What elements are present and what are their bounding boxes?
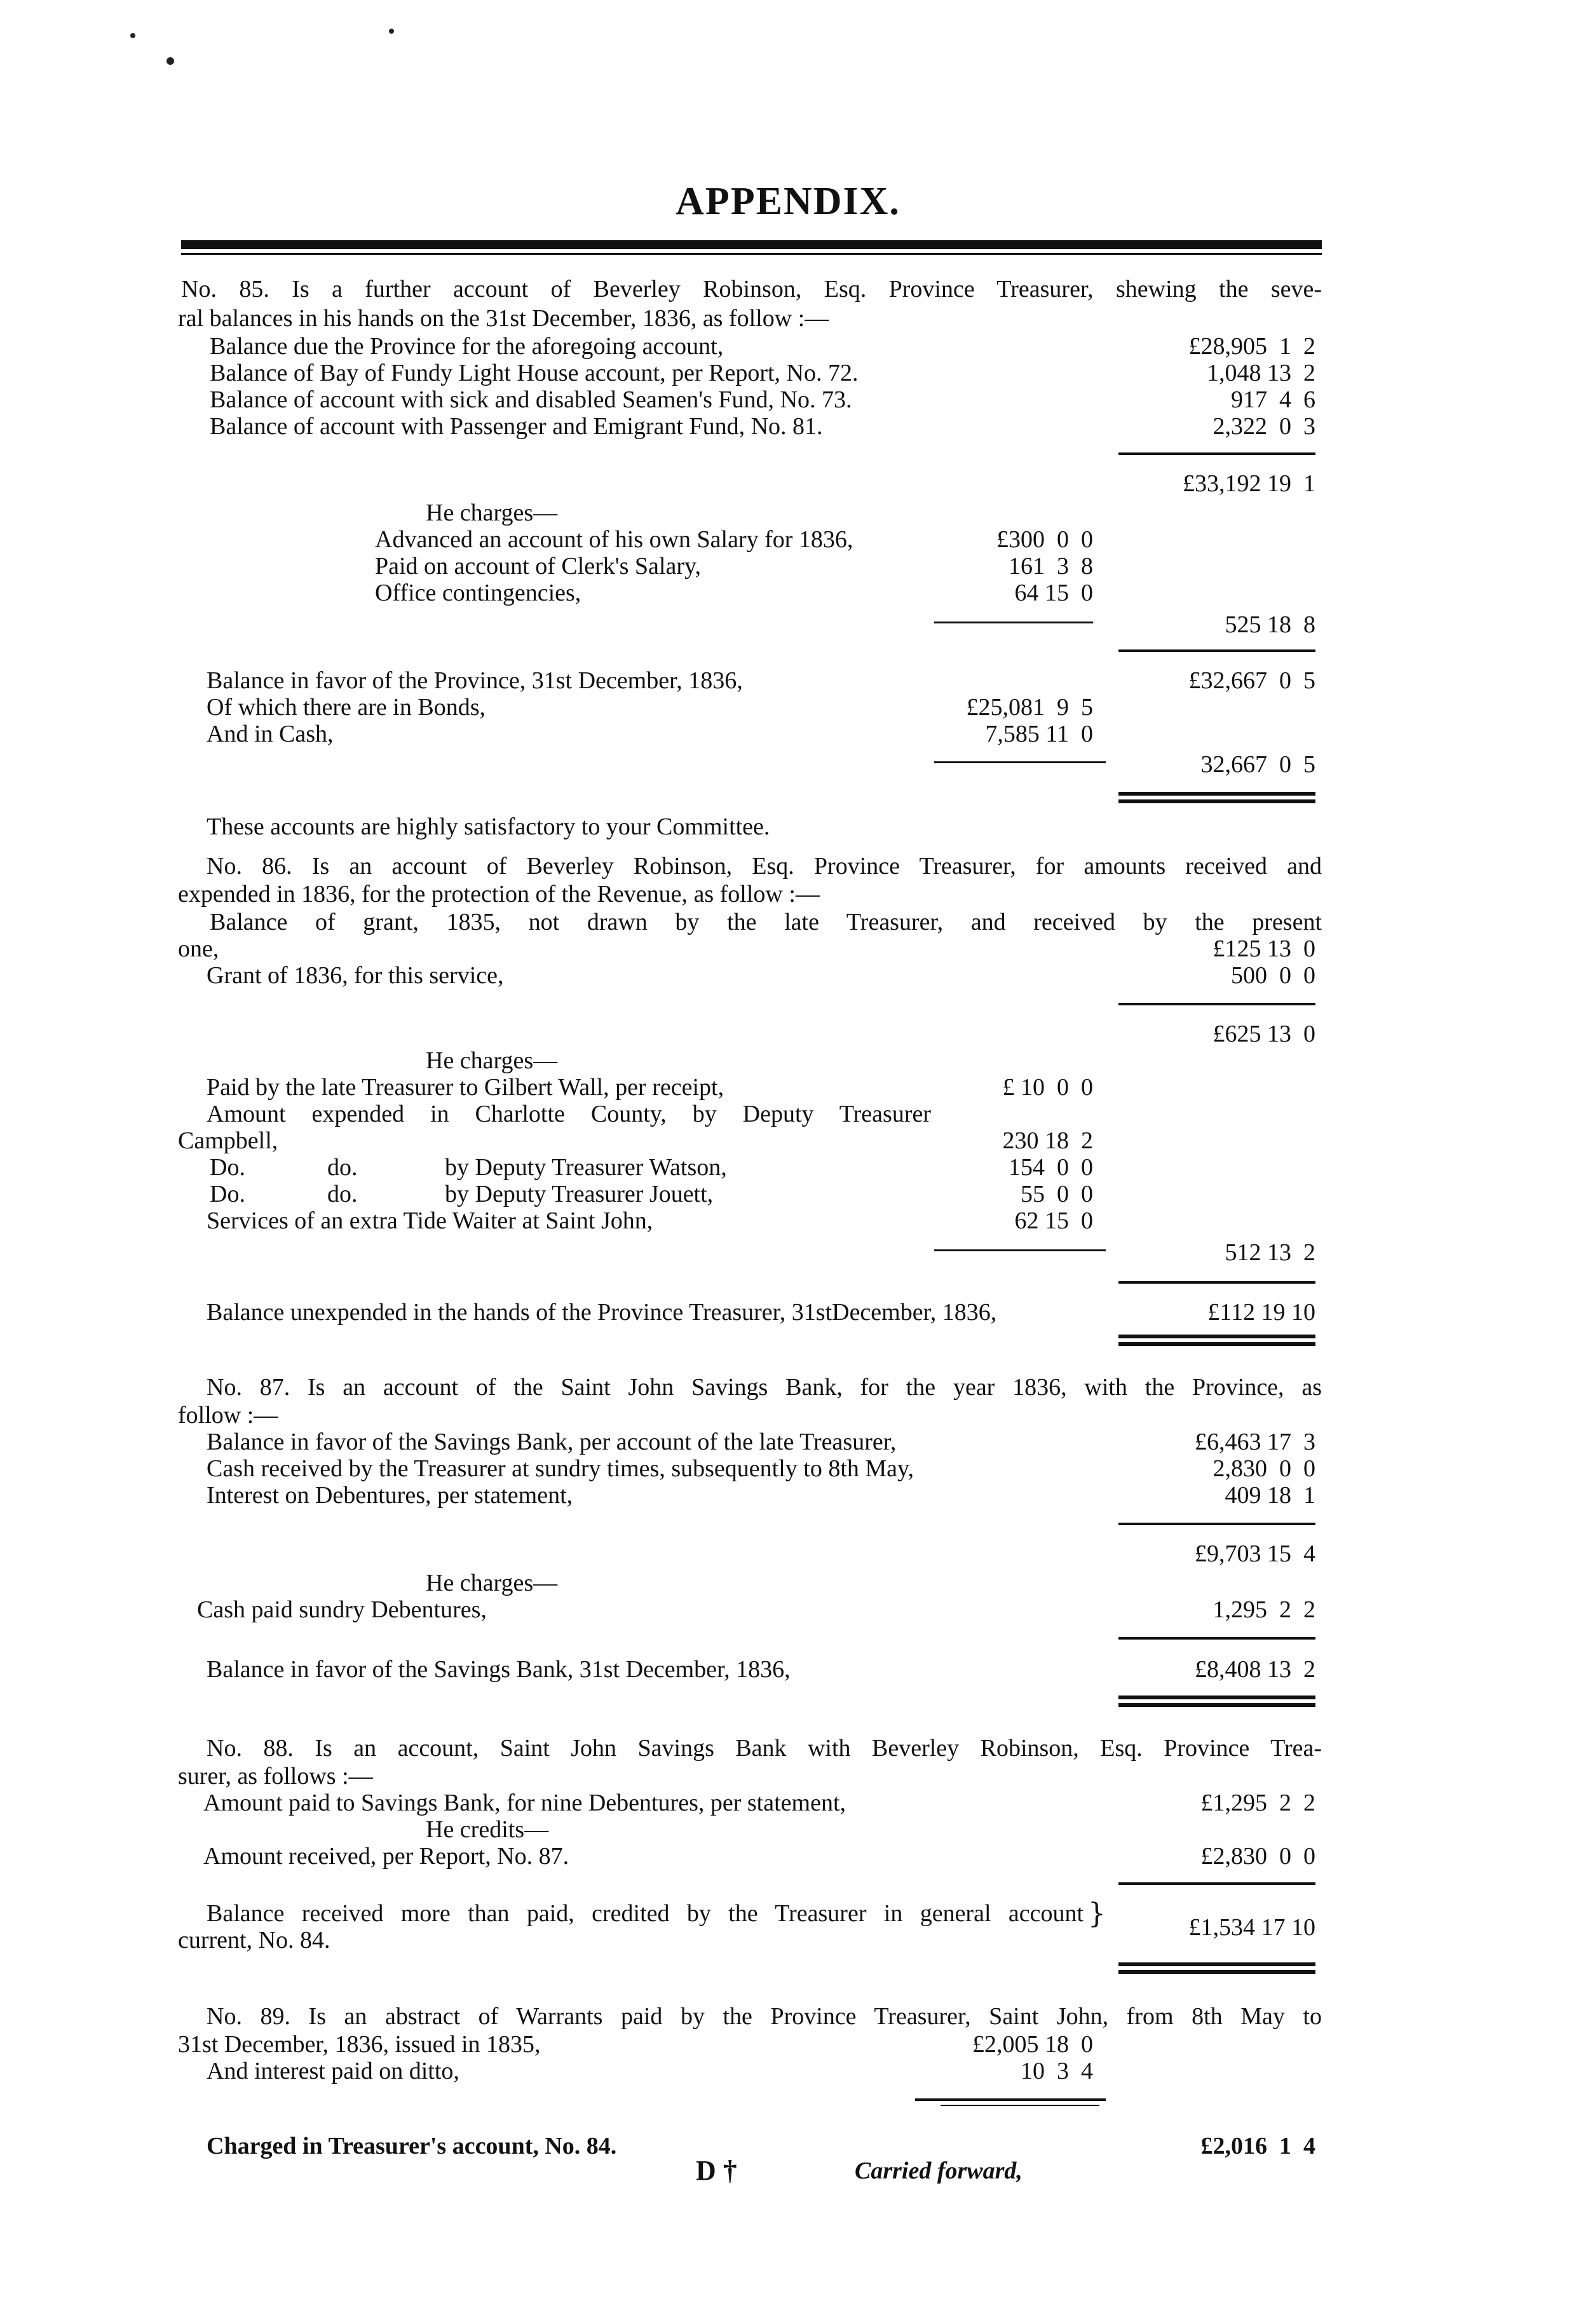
s86-charge-label: Paid by the late Treasurer to Gilbert Wall, per receipt, bbox=[207, 1074, 724, 1101]
s89-intro-line1: No. 89. Is an abstract of Warrants paid by the Province Treasurer, Saint John, from 8th May to bbox=[207, 2003, 1322, 2030]
s85-balance-label: Balance in favor of the Province, 31st December, 1836, bbox=[207, 667, 743, 694]
s85-note: These accounts are highly satisfactory to your Committee. bbox=[207, 813, 770, 840]
s86-charges-total: 512 13 2 bbox=[1225, 1239, 1315, 1266]
s87-intro-line2: follow :— bbox=[178, 1402, 278, 1429]
s86-charge-label: Amount expended in Charlotte County, by Deputy Treasurer bbox=[207, 1101, 931, 1127]
s85-intro-line1: No. 85. Is a further account of Beverley Robinson, Esq. Province Treasurer, shewing the seve- bbox=[181, 276, 1322, 302]
s86-grant2-amount: 500 0 0 bbox=[1231, 962, 1315, 989]
s89-interest-amount: 10 3 4 bbox=[1021, 2058, 1093, 2084]
s86-charge-do: do. bbox=[327, 1154, 358, 1181]
s86-charge-do: Do. bbox=[210, 1154, 245, 1181]
s87-double-rule bbox=[1118, 1695, 1315, 1699]
signature-mark: D † bbox=[696, 2155, 737, 2186]
s85-charge-amount: 161 3 8 bbox=[1009, 553, 1093, 580]
s88-he-credits: He credits— bbox=[426, 1816, 549, 1843]
s86-balance-amount: £112 19 10 bbox=[1207, 1299, 1315, 1326]
s86-total-amount: £625 13 0 bbox=[1213, 1021, 1315, 1047]
s85-balance-amount: £32,667 0 5 bbox=[1188, 667, 1315, 694]
s85-intro-line2: ral balances in his hands on the 31st December, 1836, as follow :— bbox=[178, 305, 829, 332]
s86-charge-label: by Deputy Treasurer Watson, bbox=[445, 1154, 727, 1181]
s89-rule bbox=[941, 2105, 1099, 2106]
s85-row-label: Balance of account with Passenger and Emigrant Fund, No. 81. bbox=[210, 413, 823, 440]
s85-row-label: Balance of Bay of Fundy Light House account, per Report, No. 72. bbox=[210, 360, 859, 386]
s88-intro-line1: No. 88. Is an account, Saint John Savings Bank with Beverley Robinson, Esq. Province Trea- bbox=[207, 1735, 1322, 1762]
s86-charge-amount: 230 18 2 bbox=[1002, 1127, 1093, 1154]
s87-he-charges: He charges— bbox=[426, 1570, 558, 1596]
s86-total-rule bbox=[1118, 1003, 1315, 1005]
s85-double-rule bbox=[1118, 799, 1315, 803]
s87-balance-rule bbox=[1118, 1637, 1315, 1640]
s85-he-charges: He charges— bbox=[426, 499, 558, 526]
header-thin-rule bbox=[181, 253, 1322, 255]
s87-intro-line1: No. 87. Is an account of the Saint John Savings Bank, for the year 1836, with the Province, as bbox=[207, 1374, 1322, 1401]
s89-charged-amount: £2,016 1 4 bbox=[1200, 2133, 1315, 2159]
s85-total-amount: £33,192 19 1 bbox=[1183, 470, 1315, 497]
s85-row-label: Balance due the Province for the aforegoing account, bbox=[210, 333, 724, 360]
s86-grant1-line1: Balance of grant, 1835, not drawn by the late Treasurer, and received by the present bbox=[210, 909, 1322, 935]
s88-paid-label: Amount paid to Savings Bank, for nine Debentures, per statement, bbox=[203, 1790, 846, 1816]
s89-charged-label: Charged in Treasurer's account, No. 84. bbox=[207, 2133, 617, 2159]
s85-row-amount: £28,905 1 2 bbox=[1188, 333, 1315, 360]
s88-balance-amount: £1,534 17 10 bbox=[1188, 1914, 1315, 1941]
s86-intro-line1: No. 86. Is an account of Beverley Robinson, Esq. Province Treasurer, for amounts received and bbox=[207, 853, 1322, 880]
s86-charge-amount: £ 10 0 0 bbox=[1002, 1074, 1093, 1101]
header-thick-rule bbox=[181, 240, 1322, 249]
s87-balance-label: Balance in favor of the Savings Bank, 31st December, 1836, bbox=[207, 1656, 791, 1683]
s85-charge-label: Paid on account of Clerk's Salary, bbox=[375, 553, 702, 580]
s85-charge-amount: £300 0 0 bbox=[996, 526, 1093, 553]
s86-intro-line2: expended in 1836, for the protection of the Revenue, as follow :— bbox=[178, 881, 820, 907]
s86-charge-do: do. bbox=[327, 1181, 358, 1207]
s85-row-amount: 2,322 0 3 bbox=[1213, 413, 1315, 440]
speck-mark bbox=[130, 33, 135, 38]
s86-charge-label-cont: Campbell, bbox=[178, 1127, 278, 1154]
s85-row-label: Balance of account with sick and disabled Seamen's Fund, No. 73. bbox=[210, 386, 852, 413]
s88-intro-line2: surer, as follows :— bbox=[178, 1763, 373, 1790]
s87-row-label: Cash received by the Treasurer at sundry times, subsequently to 8th May, bbox=[207, 1455, 914, 1482]
s86-grant2-label: Grant of 1836, for this service, bbox=[207, 962, 504, 989]
s87-total-rule bbox=[1118, 1523, 1315, 1525]
s87-row-amount: 409 18 1 bbox=[1225, 1482, 1315, 1509]
s85-charge-label: Advanced an account of his own Salary for 1836, bbox=[375, 526, 853, 553]
s88-balance-label: Balance received more than paid, credited by the Treasurer in general account bbox=[207, 1900, 1084, 1927]
s88-paid-amount: £1,295 2 2 bbox=[1200, 1790, 1315, 1816]
s85-row-amount: 1,048 13 2 bbox=[1207, 360, 1315, 386]
s85-double-rule bbox=[1118, 792, 1315, 796]
s89-intro-amount: £2,005 18 0 bbox=[972, 2031, 1093, 2058]
s88-double-rule bbox=[1118, 1970, 1315, 1974]
s86-charge-label: Services of an extra Tide Waiter at Saint John, bbox=[207, 1207, 653, 1234]
s86-balance-label: Balance unexpended in the hands of the Province Treasurer, 31stDecember, 1836, bbox=[207, 1299, 997, 1326]
s88-received-label: Amount received, per Report, No. 87. bbox=[203, 1843, 569, 1870]
s85-charge-amount: 64 15 0 bbox=[1014, 580, 1093, 606]
s86-charge-do: Do. bbox=[210, 1181, 245, 1207]
carried-forward: Carried forward, bbox=[855, 2158, 1022, 2184]
page-title: APPENDIX. bbox=[676, 180, 900, 223]
s85-cash-amount: 7,585 11 0 bbox=[985, 721, 1093, 747]
s85-row-amount: 917 4 6 bbox=[1231, 386, 1315, 413]
s86-double-rule bbox=[1118, 1342, 1315, 1346]
s85-charge-label: Office contingencies, bbox=[375, 580, 581, 606]
s85-final-amount: 32,667 0 5 bbox=[1200, 751, 1315, 778]
speck-mark bbox=[389, 29, 394, 34]
s87-double-rule bbox=[1118, 1703, 1315, 1707]
s87-row-label: Balance in favor of the Savings Bank, per account of the late Treasurer, bbox=[207, 1429, 897, 1455]
brace-mark: } bbox=[1088, 1898, 1106, 1930]
speck-mark bbox=[166, 57, 174, 65]
s86-grant1-amount: £125 13 0 bbox=[1213, 935, 1315, 962]
s85-total-rule bbox=[1118, 452, 1315, 455]
s89-interest-label: And interest paid on ditto, bbox=[207, 2058, 459, 2084]
s88-received-amount: £2,830 0 0 bbox=[1200, 1843, 1315, 1870]
s87-total-amount: £9,703 15 4 bbox=[1195, 1540, 1315, 1567]
s85-charges-total: 525 18 8 bbox=[1225, 611, 1315, 638]
s85-bonds-amount: £25,081 9 5 bbox=[966, 694, 1093, 721]
s87-row-label: Interest on Debentures, per statement, bbox=[207, 1482, 573, 1509]
s88-balance-rule bbox=[1118, 1882, 1315, 1885]
s89-intro-line2: 31st December, 1836, issued in 1835, bbox=[178, 2031, 541, 2058]
s87-row-amount: £6,463 17 3 bbox=[1195, 1429, 1315, 1455]
s86-double-rule bbox=[1118, 1335, 1315, 1338]
s85-balance-rule bbox=[1118, 649, 1315, 652]
s87-row-amount: 2,830 0 0 bbox=[1213, 1455, 1315, 1482]
s86-balance-rule bbox=[1118, 1281, 1315, 1284]
s89-rule bbox=[915, 2098, 1106, 2101]
s85-cash-label: And in Cash, bbox=[207, 721, 334, 747]
s87-charge-amount: 1,295 2 2 bbox=[1213, 1596, 1315, 1623]
s86-charge-amount: 154 0 0 bbox=[1009, 1154, 1093, 1181]
s88-double-rule bbox=[1118, 1962, 1315, 1966]
s87-balance-amount: £8,408 13 2 bbox=[1195, 1656, 1315, 1683]
s86-charge-amount: 62 15 0 bbox=[1014, 1207, 1093, 1234]
s85-bonds-label: Of which there are in Bonds, bbox=[207, 694, 486, 721]
s86-grant1-line2: one, bbox=[178, 935, 219, 962]
s86-charge-amount: 55 0 0 bbox=[1021, 1181, 1093, 1207]
s87-charge-label: Cash paid sundry Debentures, bbox=[197, 1596, 487, 1623]
s86-charge-label: by Deputy Treasurer Jouett, bbox=[445, 1181, 714, 1207]
s86-he-charges: He charges— bbox=[426, 1047, 558, 1074]
s88-balance-label-cont: current, No. 84. bbox=[178, 1927, 330, 1954]
